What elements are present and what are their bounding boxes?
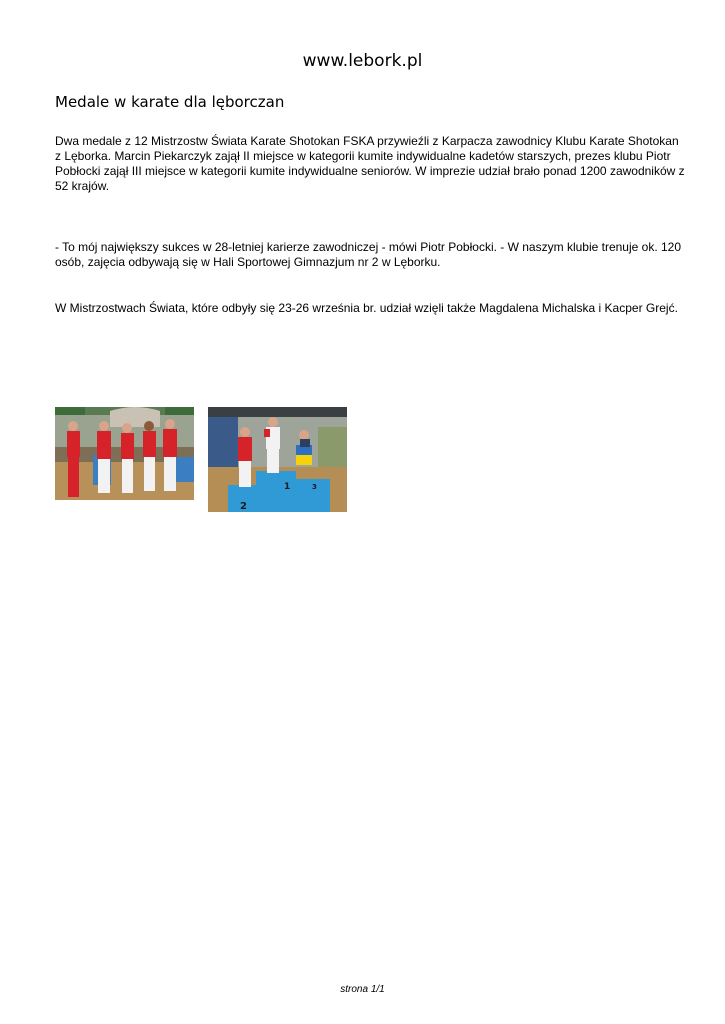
page-footer: strona 1/1 <box>340 984 385 995</box>
article-paragraph-2: - To mój największy sukces w 28-letniej karierze zawodniczej - mówi Piotr Pobłocki. - W naszym klubie trenuje ok. 120 osób, zajęcia odbywają się w Hali Sportowej Gimnazjum nr 2 w Lęborku. <box>55 240 682 269</box>
podium-number-1: 1 <box>284 482 291 492</box>
site-url: www.lebork.pl <box>302 51 423 71</box>
article-paragraph-3: W Mistrzostwach Świata, które odbyły się 23-26 września br. udział wzięli także Magdalena Michalska i Kacper Grejć. <box>55 301 678 315</box>
article-paragraph-1: Dwa medale z 12 Mistrzostw Świata Karate Shotokan FSKA przywieźli z Karpacza zawodnicy Klubu Karate Shotokan z Lęborka. Marcin Piekarczyk zajął II miejsce w kategorii kumite indywidualne kadetów starszych, prezes klubu Piotr Pobłocki zajął III miejsce w kategorii kumite indywidualne seniorów. W imprezie udział brało ponad 1200 zawodników z 52 krajów. <box>55 134 685 193</box>
podium-photo[interactable] <box>208 407 347 512</box>
team-photo[interactable] <box>55 407 194 500</box>
article-title: Medale w karate dla lęborczan <box>55 93 285 111</box>
podium-number-3: 3 <box>312 483 317 491</box>
podium-number-2: 2 <box>240 501 247 512</box>
